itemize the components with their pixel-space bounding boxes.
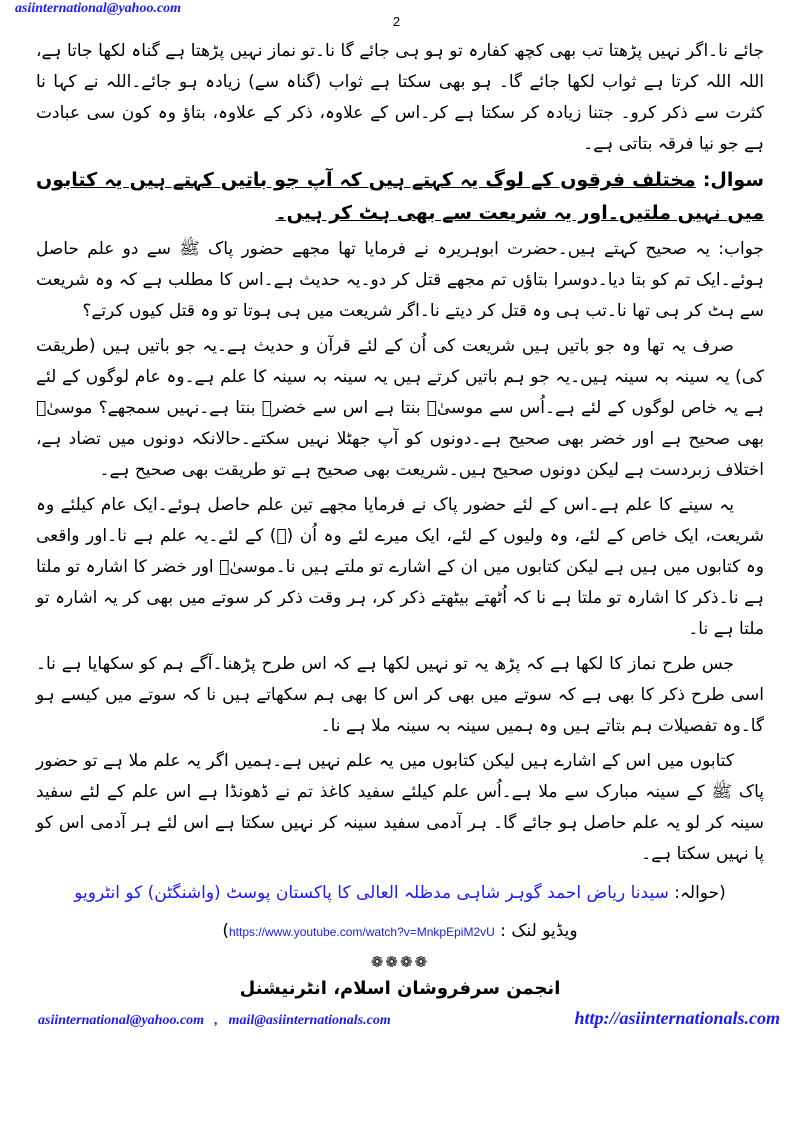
paragraph-6: کتابوں میں اس کے اشارے ہیں لیکن کتابوں میں یہ علم نہیں ہے۔ہمیں اگر یہ علم ملا ہے تو حضور پاک ﷺ کے سینہ مبارک سے ملا ہے۔اُس علم کیلئے سفید کاغذ تم نے ڈھونڈا ہے اس علم کے لئے سفید سینہ کر لو یہ علم حاصل ہو جائے گا۔ ہر آدمی سفید سینہ کر نہیں سکتا ہے اس لئے ہر آدمی اس کو پا نہیں سکتا ہے۔	[36, 751, 764, 864]
paragraph-3: صرف یہ تھا وہ جو باتیں ہیں شریعت کی اُن کے لئے قرآن و حدیث ہے۔یہ جو باتیں ہیں (طریقت کی) یہ سینہ بہ سینہ ہیں۔یہ جو ہم باتیں کرتے ہیں یہ سینہ بہ سینہ کا علم ہے۔وہ عام لوگوں کے لئے ہے یہ خاص لوگوں کے لئے ہے۔اُس سے موسیٰؑ بنتا ہے اس سے خضرؑ بنتا ہے۔نہیں سمجھے؟ موسیٰؑ بھی صحیح ہے اور خضر بھی صحیح ہے۔دونوں کو آپ جھٹلا نہیں سکتے۔حالانکہ دونوں میں تضاد ہے، اختلاف زبردست ہے لیکن دونوں صحیح ہیں۔شریعت بھی صحیح ہے تو طریقت بھی صحیح ہے۔	[36, 336, 764, 480]
question-label: سوال:	[702, 169, 765, 191]
footer-links	[38, 1008, 780, 1029]
paragraph-4: یہ سینے کا علم ہے۔اس کے لئے حضور پاک نے فرمایا مجھے تین علم حاصل ہوئے۔ایک عام کیلئے وہ شریعت، ایک خاص کے لئے، وہ ولیوں کے لئے، ایک میرے لئے وہ اُن (ﷺ) کے لئے۔یہ علم ہے نا۔اور واقعی وہ کتابوں میں ہیں ہے لیکن کتابوں میں ان کے اشارے تو ملتے ہیں نا۔موسیٰؑ اور خضر کا اشارہ تو ملتا ہے نا۔ذکر کا اشارہ تو ملتا ہے نا کہ اُٹھتے بیٹھتے ذکر کر، ہر وقت ذکر کر سوتے میں بھی کر یہ اشارہ تو ملتا ہے نا۔	[36, 495, 764, 639]
reference	[36, 878, 764, 908]
video-link-row	[36, 916, 764, 946]
ornament-stars: ❁❁❁❁	[370, 953, 430, 971]
answer-text: یہ صحیح کہتے ہیں۔حضرت ابوہریرہ نے فرمایا تھا مجھے حضور پاک ﷺ سے دو علم حاصل ہوئے۔ایک تم کو بتا دیا۔دوسرا بتاؤں تم مجھے قتل کر دو۔یہ حدیث ہے۔اس کا مطلب ہے کہ وہ شریعت سے ہٹ کر ہی تھا نا۔تب ہی وہ قتل کر دیتے نا۔اگر شریعت میں ہی ہوتا تو وہ قتل کیوں کرتے؟	[36, 239, 764, 321]
question-text: مختلف فرقوں کے لوگ یہ کہتے ہیں کہ آپ جو باتیں کہتے ہیں یہ کتابوں میں نہیں ملتیں۔اور یہ شریعت سے بھی ہٹ کر ہیں۔	[36, 169, 764, 224]
reference-close: )	[222, 921, 229, 941]
organization-name: انجمن سرفروشان اسلام، انٹرنیشنل	[239, 978, 561, 999]
question	[36, 164, 764, 230]
video-link-label: ویڈیو لنک :	[500, 921, 578, 941]
page-number: 2	[392, 14, 401, 29]
header-email[interactable]: asiinternational@yahoo.com	[15, 1, 182, 16]
reference-source: سیدنا ریاض احمد گوہر شاہی مدظلہ العالی کا پاکستان پوسٹ (واشنگٹن) کو انٹرویو	[74, 883, 669, 903]
footer-emails[interactable]: asiinternational@yahoo.com , mail@asiinternationals.com	[38, 1013, 391, 1028]
reference-label: (حوالہ:	[674, 883, 726, 903]
video-link[interactable]: https://www.youtube.com/watch?v=MnkpEpiM2vU	[229, 925, 495, 939]
paragraph-5: جس طرح نماز کا لکھا ہے کہ پڑھ یہ تو نہیں لکھا ہے کہ اس طرح پڑھنا۔آگے ہم کو سکھایا ہے نا۔اسی طرح ذکر کا بھی ہے کہ سوتے میں بھی کر اس کا بھی ہم سکھاتے ہیں نا کہ سوتے میں کیسے ہو گا۔وہ تفصیلات ہم بتاتے ہیں وہ ہمیں سینہ بہ سینہ ملا ہے نا۔	[36, 654, 764, 736]
footer-website[interactable]: http://asiinternationals.com	[574, 1008, 780, 1028]
answer-label: جواب:	[718, 239, 764, 259]
paragraph-1: جائے نا۔اگر نہیں پڑھتا تب بھی کچھ کفارہ تو ہو ہی جائے گا نا۔تو نماز نہیں پڑھتا ہے گناہ لکھا جاتا ہے، اللہ اللہ کرتا ہے ثواب لکھا جائے گا۔ ہو بھی سکتا ہے ثواب (گناہ سے) زیادہ ہو جائے۔اللہ نے کہا نا کثرت سے ذکر کرو۔ جتنا زیادہ کر سکتا ہے کر۔اس کے علاوہ، ذکر کے علاوہ، بتاؤ وہ کون سی عبادت ہے جو نیا فرقہ بتاتی ہے۔	[36, 41, 764, 154]
answer	[36, 234, 764, 327]
